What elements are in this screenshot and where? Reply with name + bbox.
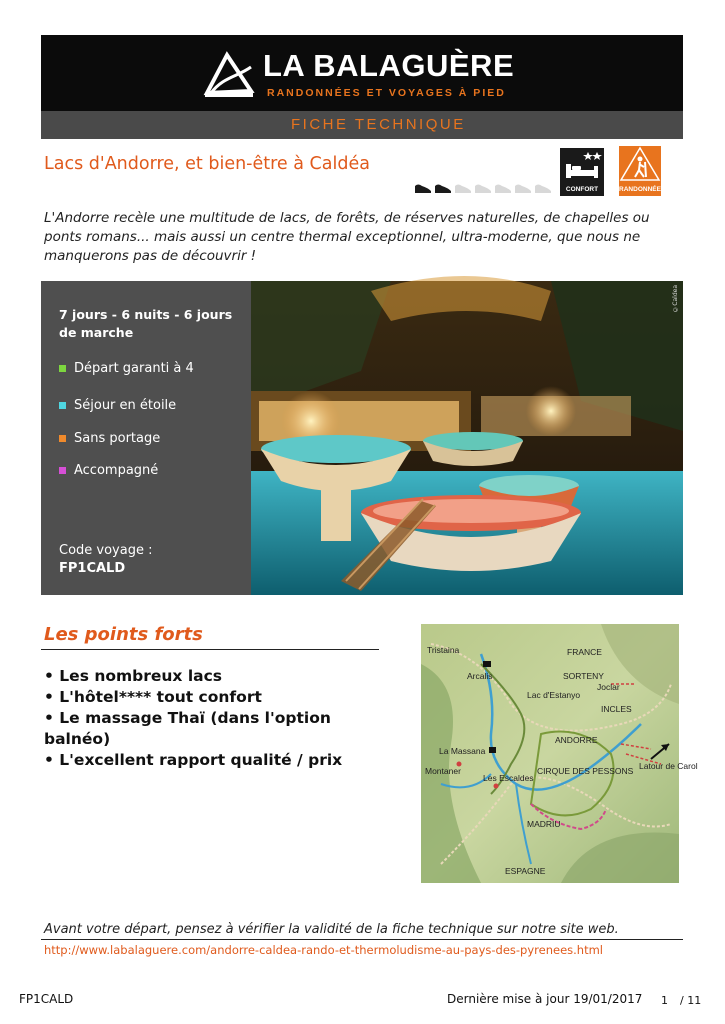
shoe-icon xyxy=(475,185,491,194)
map-label: ANDORRE xyxy=(555,735,598,745)
map-label: SORTENY xyxy=(563,671,604,681)
page-total: / 11 xyxy=(680,994,702,1007)
map-label: INCLES xyxy=(601,704,632,714)
highlights-divider xyxy=(41,649,379,650)
section-bar xyxy=(41,111,683,139)
map-label: MADRIU xyxy=(527,819,561,829)
trip-duration: 7 jours - 6 nuits - 6 jours de marche xyxy=(59,307,233,340)
feature-bullet-icon xyxy=(59,435,66,442)
comfort-badge xyxy=(560,148,604,196)
footer-trip-code: FP1CALD xyxy=(19,992,74,1006)
map-label: La Massana xyxy=(439,746,486,756)
hiker-icon xyxy=(619,146,661,184)
feature-no-porterage xyxy=(59,431,160,446)
brand-tagline: RANDONNÉES ET VOYAGES À PIED xyxy=(267,87,506,99)
feature-label: Sans portage xyxy=(74,431,161,446)
feature-label: Accompagné xyxy=(74,463,159,478)
shoe-icon xyxy=(435,185,451,194)
trip-info-panel xyxy=(41,281,251,595)
route-map xyxy=(421,624,698,883)
highlight-item: • Le massage Thaï (dans l'option balnéo) xyxy=(44,709,331,748)
trip-title: Lacs d'Andorre, et bien-être à Caldéa xyxy=(44,154,370,174)
map-label: FRANCE xyxy=(567,647,602,657)
feature-guaranteed xyxy=(59,361,194,376)
brand-name: LA BALAGUÈRE xyxy=(263,48,515,83)
map-label: Tristaina xyxy=(427,645,460,655)
highlights-list xyxy=(44,666,384,771)
trip-code: FP1CALD xyxy=(59,561,126,576)
map-label: Arcalis xyxy=(467,671,493,681)
comfort-badge-label: CONFORT xyxy=(565,186,599,193)
highlight-item: • Les nombreux lacs xyxy=(44,667,223,685)
photo-credit: ©Caldea xyxy=(672,285,679,313)
feature-bullet-icon xyxy=(59,365,66,372)
rando-badge-label: RANDONNÉE xyxy=(619,186,661,193)
balaguere-logo-icon xyxy=(201,47,257,103)
shoe-icon xyxy=(495,185,511,194)
footer-divider xyxy=(41,939,683,940)
last-updated: Dernière mise à jour 19/01/2017 xyxy=(447,992,643,1006)
feature-label: Séjour en étoile xyxy=(74,398,177,413)
caldea-spa-photo xyxy=(251,281,683,595)
map-label: Les Escaldes xyxy=(483,773,534,783)
shoe-icon xyxy=(535,185,551,194)
page-number: 1 xyxy=(661,994,668,1007)
section-label: FICHE TECHNIQUE xyxy=(291,116,466,133)
map-label: Lac d'Estanyo xyxy=(527,690,581,700)
difficulty-rating xyxy=(414,180,554,196)
bed-icon xyxy=(560,148,604,184)
brand-header xyxy=(41,35,683,111)
feature-label: Départ garanti à 4 xyxy=(74,361,194,376)
feature-bullet-icon xyxy=(59,467,66,474)
highlight-item: • L'hôtel**** tout confort xyxy=(44,688,262,706)
feature-guided xyxy=(59,463,158,478)
highlight-item: • L'excellent rapport qualité / prix xyxy=(44,751,343,769)
map-label: CIRQUE DES PESSONS xyxy=(537,766,634,776)
map-label: ESPAGNE xyxy=(505,866,546,876)
shoe-icon xyxy=(455,185,471,194)
trip-code-label: Code voyage : xyxy=(59,543,153,558)
shoe-icon xyxy=(515,185,531,194)
highlights-title: Les points forts xyxy=(44,624,203,645)
map-label: Montaner xyxy=(425,766,461,776)
trip-web-link[interactable]: http://www.labalaguere.com/andorre-caldea-rando-et-thermoludisme-au-pays-des-pyrenees.html xyxy=(44,943,603,957)
feature-bullet-icon xyxy=(59,402,66,409)
map-label: Latour de Carol xyxy=(639,761,698,771)
footer-note: Avant votre départ, pensez à vérifier la validité de la fiche technique sur notre site web. xyxy=(44,922,619,937)
map-label: Joclar xyxy=(597,682,620,692)
shoe-icon xyxy=(415,185,431,194)
feature-star-stay xyxy=(59,398,176,413)
trip-intro: L'Andorre recèle une multitude de lacs, de forêts, de réserves naturelles, de chapelles ou ponts romans... mais aussi un centre thermal exceptionnel, ultra-moderne, que nous ne manquerons pas de découvrir ! xyxy=(44,210,650,264)
rando-badge xyxy=(619,146,661,196)
